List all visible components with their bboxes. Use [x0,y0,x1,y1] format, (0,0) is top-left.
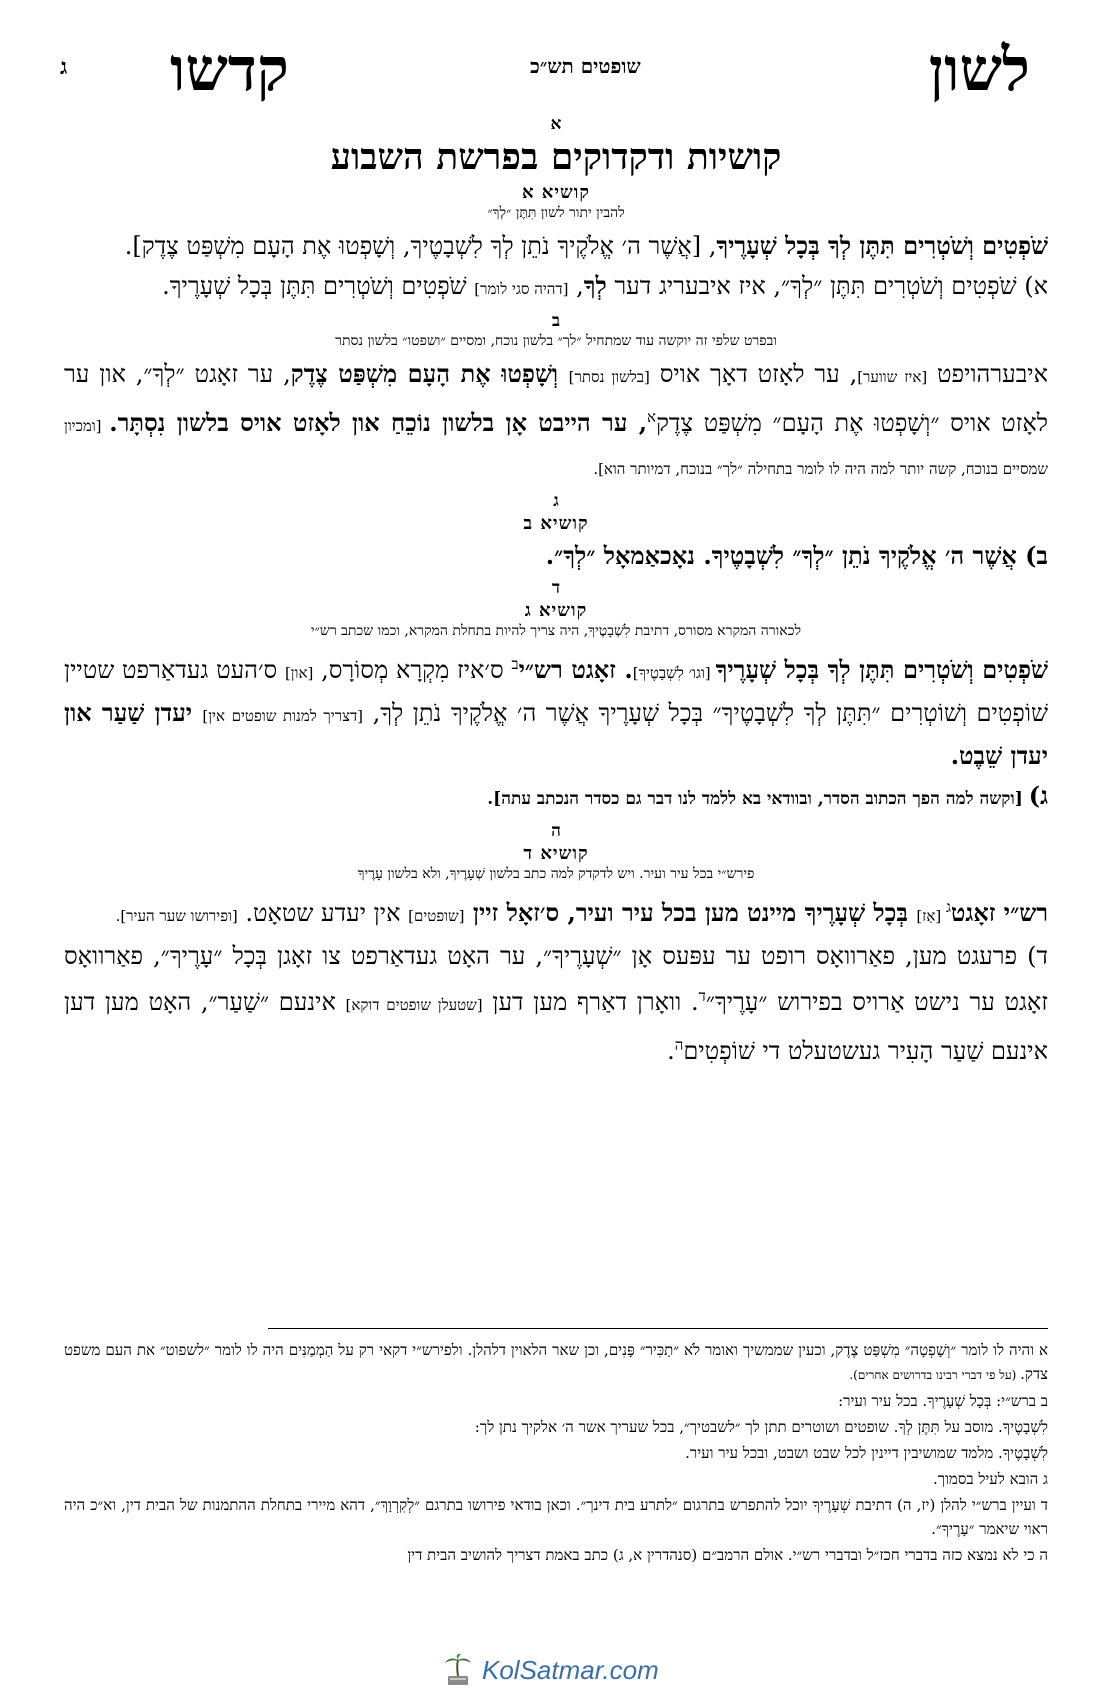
footnote-3: ג הובא לעיל בסמוך. [932,1470,1048,1488]
kushya-1-verse [64,226,1048,266]
bracket-note: [אַז] [916,907,946,925]
bracket-note: [וגו׳ לִשְׁבָטֶיךָ] [632,664,716,682]
paragraph-bet [64,354,1048,489]
header-title-left: קדשו [170,35,289,105]
kushya-1-label: קושיא א [521,182,591,203]
paragraph-kushya-2: ב) אֲשֶׁר ה׳ אֱלֹקֶיךָ נֹתֵן ״לְךָ״ לִשְׁבָטֶיךָ. נאָכאַמאָל ״לְךָ״. [545,541,1048,570]
bracket-note: [וקשה למה הפך הכתוב הסדר, ובוודאי בא ללמד לנו דבר גם כסדר הנכתב עתה]. [487,789,1029,809]
paragraph-kushya-4 [64,887,1048,936]
text: שֹׁפְטִים וְשֹׁטְרִים תִּתֶּן בְּכָל שְׁעָרֶיךָ. [162,272,475,300]
section-letter-gimel: ג [553,491,559,511]
bracket-note: [דהיה סגי לומר] [474,280,569,298]
page-header [60,30,1040,110]
paragraph-a [64,266,1048,309]
palm-tree-logo-icon [440,1652,476,1688]
text: א והיה לו לומר ״וְשָׁפְטָה״ מִשְׁפַּט צֶדֶק, וכעין שממשיך ואומר לֹא ״תַכִּיר״ פָּנִים, וכן שאר הלאוין דלהלן. ולפירש״י דקאי רק על הַמְמַנִּים היה לו לומר ״לשפוט״ את העם משפט צדק. [64,1341,1048,1383]
bracket-note: [שופטים] [408,907,465,925]
kushya-1-note: להבין יתור לשון תִּתֶּן ״לְךָ״ [487,205,625,221]
text: ד) פרעגט מען, פאַרוואָס רופט ער עפּעס אָן ״שְׁעָרֶיךָ״, ער האָט געדאַרפט צו זאָגן בְּכָל ״עָרֶיךָ״, פאַרוואָס זאָגט ער נישט אַרויס בפירוש ״עָרֶיךָ״ [64,942,1049,1016]
text-bold: רש״י זאָגט [950,898,1048,927]
main-title: קושיות ודקדוקים בפרשת השבוע [330,136,782,178]
kushya-4-label: קושיא ד [523,843,589,864]
bracket-note: (על פי דברי רבינו בדרושים אחרים). [849,1368,1021,1382]
header-title-right: לשון [928,35,1030,105]
footnote-mark: ג [945,898,951,916]
text-bold: וְשָׁפְטוּ אֶת הָעָם מִשְׁפַּט צֶדֶק [290,359,569,388]
text: א) שֹׁפְטִים וְשֹׁטְרִים תִּתֶּן ״לְךָ״, איז איבעריג דער [606,272,1048,300]
text-bold: . זאָגט רש״י [518,655,633,684]
bracket-note: [איז שווער] [857,368,928,386]
footnote-2b: לִשְׁבָטֶיךָ. מוסב על תִּתֶּן לְךָ. שופטים ושוטרים תתן לך ״לשבטיך״, בכל שעריך אשר ה׳ אלקיך נתן לך: [474,1418,1048,1436]
footnote-1 [64,1338,1048,1387]
text: . [667,1037,675,1065]
footnotes [64,1336,1048,1569]
text: אין יעדע שטאָט. [237,899,409,927]
footnote-mark: א [647,408,657,426]
text-bold: לְךָ [583,271,607,300]
bet-note: ובפרט שלפי זה יוקשה עוד שמתחיל ״לך״ בלשון נוכח, ומסיים ״ושפטו״ בלשון נסתר [335,333,777,349]
kushya-2-label: קושיא ב [523,513,589,534]
text: , ער לאָזט דאָך אויס [649,360,858,388]
footnote-mark: ה [674,1036,684,1054]
kushya-3-note: לכאורה המקרא מסורס, דתיבת לִשְׁבָטֶיךָ, היה צריך להיות בתחלת המקרא, וכמו שכתב רש״י [310,623,802,639]
bracket-note: [בלשון נסתר] [568,368,650,386]
paragraph-g [64,776,1048,819]
footnote-mark: ב [511,655,519,673]
section-letter-heh: ה [551,821,561,841]
watermark-logo[interactable] [440,1652,659,1688]
kushya-4-note: פירש״י בכל עיר ועיר. ויש לדקדק למה כתב בלשון שְׁעָרֶיךָ, ולא בלשון עָרֶיךָ [357,866,755,882]
paragraph-d [64,936,1048,1071]
text-bold: בְּכָל שְׁעָרֶיךָ מיינט מען בכל עיר ועיר, ס׳זאָל זיין [464,898,917,927]
footnote-divider [268,1328,1048,1329]
text: ס׳העט געדאַרפט שטיין שׁוֹפְטִים וְשׁוֹטְרִים ״תִּתֶּן לְךָ לִשְׁבָטֶיךָ״ בְּכָל שְׁעָרֶיךָ אֲשֶׁר ה׳ אֱלֹקֶיךָ נֹתֵן לְךָ, [64,656,1049,727]
footnote-5: ה כי לא נמצא כזה בדברי חכז״ל ובדברי רש״י. אולם הרמב״ם (סנהדרין א, ג) כתב באמת דצריך להושיב הבית דין [407,1546,1048,1564]
bracket-note: [שטעלן שופטים דוקא] [345,996,483,1014]
footnote-2c: לִשְׁבָטֶיךָ. מלמד שמושיבין דיינין לכל שבט ושבט, ובכל עיר ועיר. [685,1444,1048,1462]
text-bold: שֹׁפְטִים וְשֹׁטְרִים תִּתֶּן לְךָ בְּכָל שְׁעָרֶיךָ [715,655,1049,684]
text: , [568,272,584,300]
section-letter-dalet: ד [551,578,561,598]
main-body [64,112,1048,1071]
section-letter-alef: א [550,114,562,134]
text: אינעם ״שַׁעַר״, האָט מען דען אינעם שַׁעַר הָעִיר געשטעלט די שׁוֹפְטִים [64,988,1048,1065]
bracket-note: [און] [284,664,314,682]
footnote-mark: ד [698,987,706,1005]
bracket-note: [ומכיון שמסיים בנוכח, קשה יותר למה היה לו לומר בתחילה ״לך״ בנוכח, דמיותר הוא]. [64,417,1048,478]
text-bold: ג) [1028,781,1048,810]
bracket-note: [ופירושו שער העיר]. [115,907,238,925]
text-bold: יעדן שַׁעַר און יעדן שֵׁבֶט. [64,698,1048,770]
header-subtitle: שופטים תש״כ [530,54,641,78]
bracket-note: [דצריך למנות שופטים אין] [202,707,364,725]
text: . וואָרן דאַרף מען דען [482,988,699,1016]
text: ס׳איז מִקְרָא מְסוֹרָס, [313,656,512,684]
section-letter-bet: ב [551,311,561,331]
watermark-text: KolSatmar.com [482,1654,659,1685]
text: איבערהויפט [927,360,1048,388]
verse-bold: שֹׁפְטִים וְשֹׁטְרִים תִּתֶּן לְךָ בְּכָל שְׁעָרֶיךָ [716,231,1048,260]
text-bold: , ער הייבט אָן בלשון נוֹכֵחַ און לאָזט אויס בלשון נִסְתָּר. [109,408,648,437]
kushya-3-label: קושיא ג [524,600,588,621]
footnote-4: ד ועיין ברש״י להלן (יז, ה) דתיבת שְׁעָרֶיךָ יוכל להתפרש בתרגום ״לתרע בית דינך״. וכאן בודאי פירושו בתרגם ״לְקִרְוָךְ״, דהא מיירי בתחלת ההתמנות של הבית דין, וא״כ היה ראוי שיאמר ״עָרֶיךָ״. [64,1496,1048,1538]
page-number: ג [60,54,68,80]
verse-rest: , [אֲשֶׁר ה׳ אֱלֹקֶיךָ נֹתֵן לְךָ לִשְׁבָטֶיךָ, וְשָׁפְטוּ אֶת הָעָם מִשְׁפַּט צֶדֶק]. [124,232,717,260]
text: , ער זאָגט ״לְךָ״, און ער לאָזט אויס ״וְשָׁפְטוּ אֶת הָעָם״ מִשְׁפַּט צֶדֶק [64,360,1048,437]
paragraph-kushya-3 [64,644,1048,776]
footnote-2: ב ברש״י: בְּכָל שְׁעָרֶיךָ. בכל עיר ועיר: [838,1392,1048,1410]
